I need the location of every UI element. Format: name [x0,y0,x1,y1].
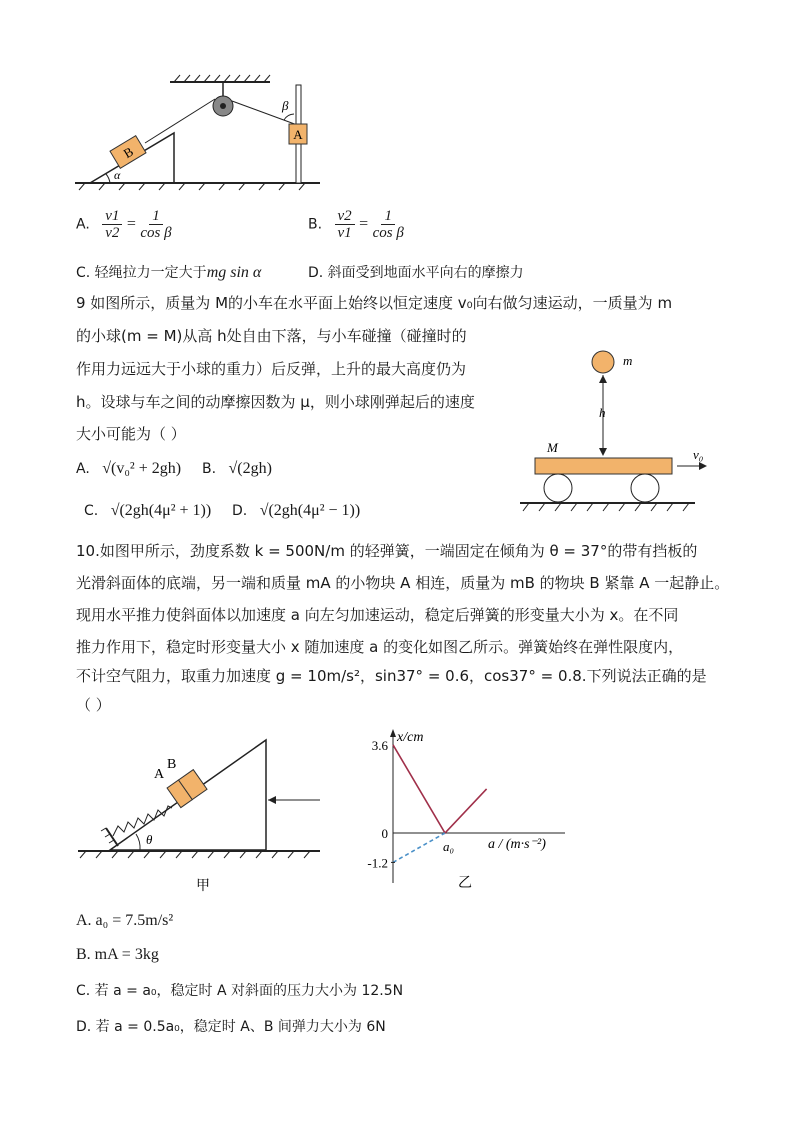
q9-option-c-value: √(2gh(4μ² + 1)) [110,502,212,519]
q8-option-b-label: B. [308,216,323,233]
figure-yi-caption: 乙 [458,876,472,891]
block-a-label: A [293,127,303,142]
q8-a-rhs-den: cos β [140,225,172,241]
series-line-1 [393,833,445,862]
q8-option-a-label: A. [76,216,90,233]
y-axis-arrow [390,729,396,737]
incline-spring-figure [70,730,330,900]
q8-b-rhs-den: cos β [372,225,404,241]
x-tick-label: a₀ [443,839,455,854]
q9-option-d-value: √(2gh(4μ² − 1)) [259,502,361,519]
q8-option-b: B. $\frac{v2}{v1}$ = $\frac{1}{\text{cos β}}$ [308,208,404,241]
q8-option-c-math: mg sin α [206,264,262,281]
q9-option-b [202,460,272,478]
velocity-label: v₀ [693,447,704,462]
q9-option-c [84,502,211,520]
figure-jia-caption: 甲 [196,879,210,894]
q8-b-lhs-den: v1 [337,225,352,241]
y-tick-label: 0 [381,826,388,841]
q9-line1: 9 如图所示，质量为 M的小车在水平面上始终以恒定速度 v₀向右做匀速运动，一质量为 m [76,294,673,312]
q10-option-a [76,912,173,930]
q9-option-c-label: C. [84,503,99,519]
q9-option-a-value: √(v₀² + 2gh) [102,460,182,477]
q10-line3: 现用水平推力使斜面体以加速度 a 向左匀加速运动，稳定后弹簧的形变量大小为 x。在不同 [76,606,679,624]
angle-theta: θ [146,832,153,847]
block-b-label: B [120,143,136,162]
q10-line1: 10.如图甲所示，劲度系数 k = 500N/m 的轻弹簧，一端固定在倾角为 θ = 37°的带有挡板的 [76,542,698,560]
q10-option-b-text: B. mA = 3kg [76,946,159,963]
q9-line2: 的小球(m = M)从高 h处自由下落，与小车碰撞（碰撞时的 [76,327,467,345]
q9-option-a [76,460,181,478]
q8-option-d: D. 斜面受到地面水平向右的摩擦力 [308,265,524,281]
ball-cart-figure [515,345,715,520]
q9-line5: 大小可能为（ ） [76,425,186,443]
q8-option-a: A. $\frac{v1}{v2}$ = $\frac{1}{\text{cos β}}$ [76,208,172,241]
q8-option-c-text: C. 轻绳拉力一定大于 [76,265,207,281]
q8-option-c [76,262,261,282]
q8-a-lhs-num: v1 [102,208,122,225]
q9-line3: 作用力远远大于小球的重力）后反弹，上升的最大高度仍为 [76,360,467,378]
chart-xlabel: a / (m·s⁻²) [488,837,546,852]
chart-ylabel: x/cm [397,730,424,745]
q8-b-rhs-num: 1 [381,208,395,225]
block-a-label-jia: A [154,767,165,782]
q10-line5: 不计空气阻力，取重力加速度 g = 10m/s²，sin37° = 0.6，cos37° = 0.8.下列说法正确的是 [76,667,707,685]
q9-option-d-label: D. [232,503,248,519]
q9-option-b-value: √(2gh) [228,460,272,477]
series-line-0 [393,745,487,833]
q8-a-rhs-num: 1 [149,208,163,225]
q10-option-a-text: A. a₀ = 7.5m/s² [76,912,174,929]
y-tick-label: 3.6 [371,737,388,753]
q8-b-lhs-num: v2 [335,208,355,225]
q10-line2: 光滑斜面体的底端，另一端和质量 mA 的小物块 A 相连，质量为 mB 的物块 B 紧靠 A 一起静止。 [76,574,730,592]
q9-option-b-label: B. [202,461,217,477]
q10-option-c: C. 若 a = a₀，稳定时 A 对斜面的压力大小为 12.5N [76,983,404,999]
cart-mass-label: M [547,440,558,455]
pulley-figure [70,70,330,195]
q9-line4: h。设球与车之间的动摩擦因数为 μ，则小球刚弹起后的速度 [76,393,475,411]
q10-option-b [76,946,159,964]
block-b-label-jia: B [167,757,177,772]
x-a-chart [355,725,580,900]
ball-mass-label: m [623,353,633,368]
angle-alpha: α [114,168,121,182]
q9-option-d [232,502,360,520]
q10-option-d: D. 若 a = 0.5a₀，稳定时 A、B 间弹力大小为 6N [76,1019,386,1035]
q9-option-a-label: A. [76,461,90,477]
q10-line6: （ ） [76,696,111,714]
height-label: h [599,405,606,420]
q10-line4: 推力作用下，稳定时形变量大小 x 随加速度 a 的变化如图乙所示。弹簧始终在弹性限度内， [76,638,684,656]
angle-beta: β [282,98,289,113]
q8-a-lhs-den: v2 [105,225,120,241]
y-tick-label: -1.2 [367,855,388,871]
